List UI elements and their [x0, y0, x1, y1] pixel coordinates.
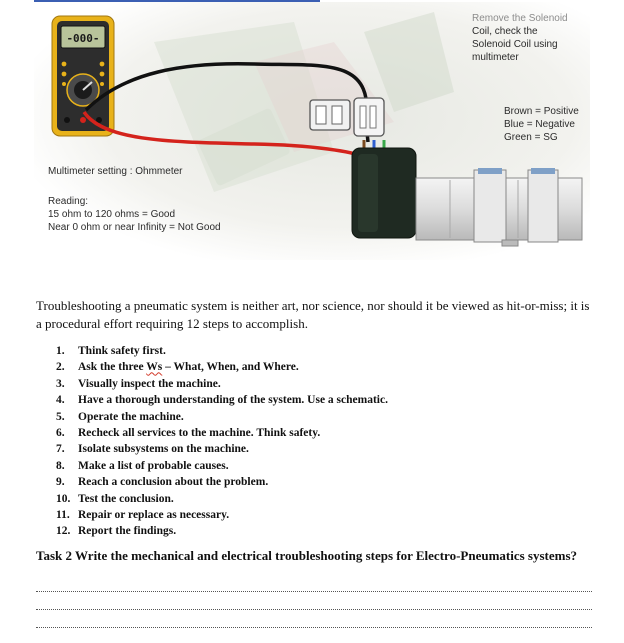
list-item: 9. Reach a conclusion about the problem.	[56, 476, 269, 489]
task-question: Task 2 Write the mechanical and electrical troubleshooting steps for Electro-Pneumatics systems?	[36, 548, 578, 563]
legend-blue: Blue = Negative	[504, 119, 575, 130]
answer-line[interactable]	[36, 591, 592, 593]
solenoid-coil	[352, 148, 416, 238]
valve-body	[416, 168, 582, 246]
list-item: 4. Have a thorough understanding of the system. Use a schematic.	[56, 394, 388, 407]
list-item: 1. Think safety first.	[56, 345, 166, 357]
legend-green: Green = SG	[504, 132, 558, 143]
caption-line: Remove the Solenoid	[472, 13, 568, 24]
list-item: 6. Recheck all services to the machine. Think safety.	[56, 426, 321, 439]
reading-bad: Near 0 ohm or near Infinity = Not Good	[48, 222, 221, 233]
caption-line: Solenoid Coil using	[472, 39, 558, 50]
list-item: 3. Visually inspect the machine.	[56, 377, 221, 390]
caption-line: multimeter	[472, 52, 519, 63]
answer-line[interactable]	[36, 627, 592, 629]
reading-notes	[48, 195, 221, 234]
intro-paragraph: Troubleshooting a pneumatic system is neither art, nor science, nor should it be viewed as hit-or-miss; it is a procedural effort requiring 12 steps to accomplish.	[36, 298, 590, 331]
list-item: 7. Isolate subsystems on the machine.	[56, 443, 249, 456]
list-item: 2. Ask the three Ws – What, When, and Where.	[56, 361, 299, 374]
troubleshooting-steps	[56, 343, 388, 540]
caption-line: Coil, check the	[472, 26, 538, 37]
multimeter	[52, 16, 114, 136]
legend-brown: Brown = Positive	[504, 106, 579, 117]
answer-line[interactable]	[36, 609, 592, 611]
reading-label: Reading:	[48, 196, 89, 207]
list-item: 5. Operate the machine.	[56, 410, 184, 423]
wire-legend	[504, 105, 579, 144]
remove-coil-caption	[472, 12, 568, 64]
connector-plug	[310, 98, 384, 136]
spellcheck-word: Ws	[146, 361, 163, 374]
list-item: 8. Make a list of probable causes.	[56, 459, 229, 472]
meter-display: -000-	[66, 32, 100, 45]
solenoid-test-figure	[34, 2, 590, 260]
reading-good: 15 ohm to 120 ohms = Good	[48, 209, 176, 220]
list-item: 10. Test the conclusion.	[56, 492, 174, 505]
multimeter-setting: Multimeter setting : Ohmmeter	[48, 166, 183, 177]
list-item: 11. Repair or replace as necessary.	[56, 508, 230, 521]
list-item: 12. Report the findings.	[56, 525, 177, 538]
